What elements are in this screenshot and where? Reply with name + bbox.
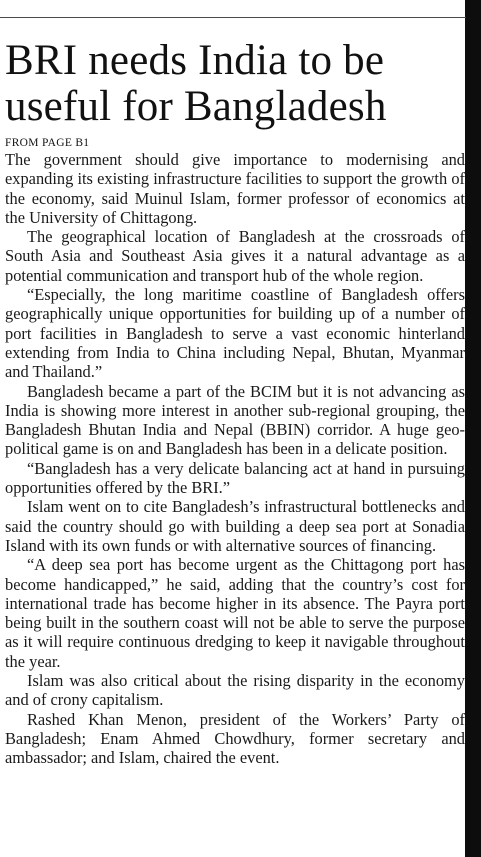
paragraph-1: The government should give importance to modernising and expanding its existing infrastructure facilities to support the growth of the economy, said Muinul Islam, former professor of economics at the University of Chittagong.: [5, 150, 465, 227]
article: [5, 38, 465, 768]
paragraph-7: “A deep sea port has become urgent as the Chittagong port has become handicapped,” he said, adding that the country’s cost for international trade has become higher in its absence. The Payra port being built in the southern coast will not be able to serve the purpose as it will require continuous dredging to keep it navigable throughout the year.: [5, 555, 465, 671]
paragraph-9: Rashed Khan Menon, president of the Workers’ Party of Bangladesh; Enam Ahmed Chowdhury, former secretary and ambassador; and Islam, chaired the event.: [5, 709, 465, 768]
page-edge-bar: [465, 0, 481, 857]
paragraph-3: “Especially, the long maritime coastline of Bangladesh offers geographically unique opportunities for building up of a number of port facilities in Bangladesh to serve a vast economic hinterland extending from India to China including Nepal, Bhutan, Myanmar and Thailand.”: [5, 285, 465, 382]
paragraph-4: Bangladesh became a part of the BCIM but it is not advancing as India is showing more interest in another sub-regional grouping, the Bangladesh Bhutan India and Nepal (BBIN) corridor. A huge geo-political game is on and Bangladesh has been in a delicate position.: [5, 381, 465, 459]
paragraph-8: Islam was also critical about the rising disparity in the economy and of crony capitalism.: [5, 671, 465, 710]
paragraph-5: “Bangladesh has a very delicate balancing act at hand in pursuing opportunities offered by the BRI.”: [5, 458, 465, 498]
paragraph-6: Islam went on to cite Bangladesh’s infrastructural bottlenecks and said the country should go with building a deep sea port at Sonadia Island with its own funds or with alternative sources of financing.: [5, 497, 465, 555]
top-rule: [0, 17, 466, 18]
dateline: FROM PAGE B1: [5, 137, 90, 149]
paragraph-2: The geographical location of Bangladesh at the crossroads of South Asia and Southeast Asia gives it a natural advantage as a potential communication and transport hub of the whole region.: [5, 227, 465, 285]
headline: BRI needs India to be useful for Bangladesh: [5, 37, 387, 130]
